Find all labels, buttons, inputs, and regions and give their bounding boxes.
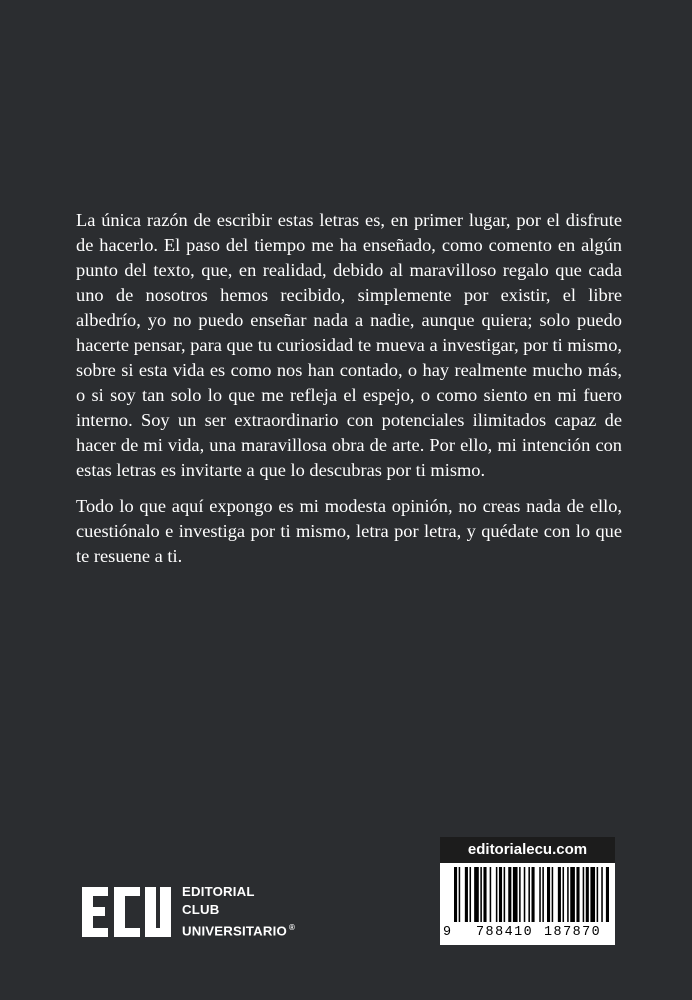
isbn-digits [440, 922, 615, 944]
ecu-logo-mark-icon [78, 883, 174, 941]
publisher-website: editorialecu.com [440, 837, 615, 863]
publisher-name-line-2: CLUB [182, 902, 220, 918]
isbn-right-group: 187870 [544, 925, 602, 940]
publisher-name-line-3 [182, 919, 295, 940]
blurb-paragraph-1: La única razón de escribir estas letras es, en primer lugar, por el disfrute de hacerlo. El paso del tiempo me ha enseñado, como comento en algún punto del texto, que, en realidad, debido al maravilloso regalo que cada uno de nosotros hemos recibido, simplemente por existir, el libre albedrío, yo no puedo enseñar nada a nadie, aunque quiera; solo puedo hacerte pensar, para que tu curiosidad te mueva a investigar, por ti mismo, sobre si esta vida es como nos han contado, o hay realmente mucho más, o si soy tan solo lo que me refleja el espejo, o como siento en mi fuero interno. Soy un ser extraordinario con potenciales ilimitados capaz de hacer de mi vida, una maravillosa obra de arte. Por ello, mi intención con estas letras es invitarte a que lo descubras por ti mismo. [76, 210, 622, 480]
publisher-name [182, 883, 295, 940]
publisher-name-line-1: EDITORIAL [182, 884, 255, 900]
blurb-paragraph-2: Todo lo que aquí expongo es mi modesta opinión, no creas nada de ello, cuestiónalo e investiga por ti mismo, letra por letra, y quédate con lo que te resuene a ti. [76, 496, 622, 566]
blurb-text [76, 208, 622, 580]
publisher-name-line-3-text: UNIVERSITARIO [182, 923, 287, 939]
barcode-block [440, 837, 615, 945]
registered-mark: ® [288, 923, 296, 933]
publisher-logo [78, 883, 295, 941]
isbn-left-group: 788410 [476, 925, 534, 940]
isbn-first-digit: 9 [443, 925, 452, 940]
